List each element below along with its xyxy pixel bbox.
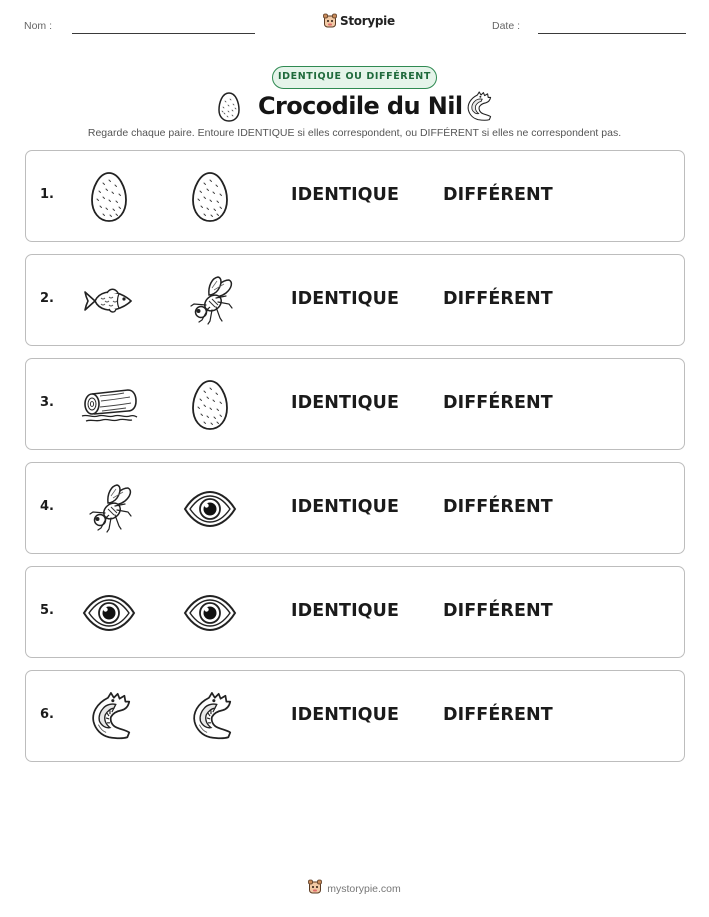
question-list bbox=[25, 150, 685, 774]
option-different[interactable]: DIFFÉRENT bbox=[443, 393, 553, 413]
option-different[interactable]: DIFFÉRENT bbox=[443, 497, 553, 517]
brand-logo bbox=[323, 13, 395, 29]
crocodile-head-icon bbox=[80, 689, 138, 745]
mascot-icon bbox=[308, 879, 322, 899]
question-number: 2. bbox=[40, 291, 54, 306]
name-line[interactable] bbox=[72, 33, 255, 34]
option-different[interactable]: DIFFÉRENT bbox=[443, 705, 553, 725]
question-number: 1. bbox=[40, 187, 54, 202]
log-icon bbox=[80, 377, 138, 433]
brand-name: Storypie bbox=[340, 14, 395, 28]
option-different[interactable]: DIFFÉRENT bbox=[443, 289, 553, 309]
question-row bbox=[25, 670, 685, 762]
mascot-icon bbox=[323, 13, 337, 29]
eye-icon bbox=[80, 585, 138, 641]
worksheet-type-badge: IDENTIQUE OU DIFFÉRENT bbox=[272, 66, 437, 89]
option-identique[interactable]: IDENTIQUE bbox=[291, 705, 400, 725]
question-row bbox=[25, 462, 685, 554]
option-identique[interactable]: IDENTIQUE bbox=[291, 289, 400, 309]
crocodile-head-icon bbox=[463, 90, 493, 128]
question-row bbox=[25, 150, 685, 242]
fly-icon bbox=[181, 273, 239, 329]
footer-site[interactable]: mystorypie.com bbox=[327, 883, 401, 895]
instructions: Regarde chaque paire. Entoure IDENTIQUE si elles correspondent, ou DIFFÉRENT si elles ne correspondent pas. bbox=[87, 127, 622, 139]
egg-icon bbox=[80, 169, 138, 225]
question-number: 5. bbox=[40, 603, 54, 618]
worksheet-title: Crocodile du Nil bbox=[258, 92, 463, 120]
title-row bbox=[0, 89, 709, 125]
option-different[interactable]: DIFFÉRENT bbox=[443, 601, 553, 621]
question-number: 3. bbox=[40, 395, 54, 410]
fish-icon bbox=[80, 273, 138, 329]
option-identique[interactable]: IDENTIQUE bbox=[291, 497, 400, 517]
question-row bbox=[25, 358, 685, 450]
question-row bbox=[25, 566, 685, 658]
footer bbox=[0, 879, 709, 899]
question-number: 6. bbox=[40, 707, 54, 722]
date-label: Date : bbox=[492, 20, 521, 32]
date-line[interactable] bbox=[538, 33, 686, 34]
option-identique[interactable]: IDENTIQUE bbox=[291, 393, 400, 413]
name-label: Nom : bbox=[24, 20, 53, 32]
crocodile-head-icon bbox=[181, 689, 239, 745]
eye-icon bbox=[181, 481, 239, 537]
option-different[interactable]: DIFFÉRENT bbox=[443, 185, 553, 205]
eye-icon bbox=[181, 585, 239, 641]
egg-icon bbox=[216, 91, 242, 127]
egg-icon bbox=[181, 169, 239, 225]
question-number: 4. bbox=[40, 499, 54, 514]
option-identique[interactable]: IDENTIQUE bbox=[291, 185, 400, 205]
egg-icon bbox=[181, 377, 239, 433]
fly-icon bbox=[80, 481, 138, 537]
question-row bbox=[25, 254, 685, 346]
option-identique[interactable]: IDENTIQUE bbox=[291, 601, 400, 621]
